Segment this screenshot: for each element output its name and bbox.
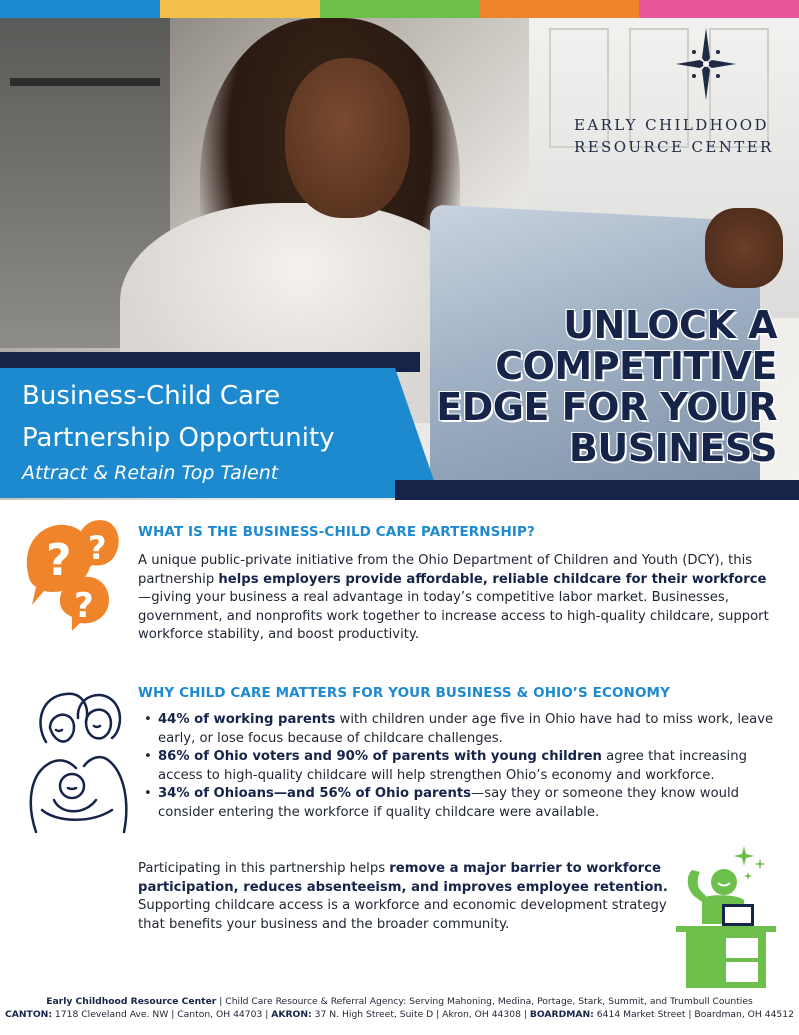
headline-line-3: EDGE FOR YOUR: [436, 385, 777, 429]
stat-text: —say they or someone they know would consider entering the workforce if quality childcare were available.: [158, 786, 740, 820]
logo-line-2: RESOURCE CENTER: [574, 138, 774, 156]
section-what-is-text-a: A unique public-private initiative from the Ohio Department of Children and Youth (DCY), this partnership: [138, 553, 753, 587]
section-what-is-text-b: —giving your business a real advantage in today’s competitive labor market. Businesses, government, and nonprofits work together to increase access to high-quality childcare, support workforce stability, and boost productivity.: [138, 590, 769, 642]
section-why-matters: [138, 685, 778, 822]
stat-text: agree that increasing access to high-quality childcare will help strengthen Ohio’s economy and workforce.: [158, 749, 747, 783]
svg-text:?: ?: [74, 586, 94, 626]
color-segment-orange: [479, 0, 639, 18]
footer-line-1: [0, 995, 799, 1008]
list-item: [138, 748, 778, 785]
headline-line-4: BUSINESS: [568, 426, 777, 470]
question-bubbles-icon: [20, 513, 120, 631]
banner-subtitle: Attract & Retain Top Talent: [22, 462, 279, 484]
headline-line-2: COMPETITIVE: [495, 344, 777, 388]
section-closing: [138, 860, 683, 934]
brand-color-bar: [0, 0, 799, 18]
navy-strip: [395, 480, 799, 500]
banner-title: [22, 375, 422, 459]
headline-line-1: UNLOCK A: [563, 303, 777, 347]
closing-text-a: Participating in this partnership helps: [138, 861, 390, 876]
closing-body: [138, 860, 683, 934]
footer-akron-label: AKRON:: [271, 1009, 312, 1020]
svg-text:?: ?: [46, 535, 72, 586]
headline: [377, 305, 777, 469]
person-face: [285, 58, 410, 218]
person-hand: [705, 208, 783, 288]
list-item: [138, 711, 778, 748]
family-icon: [16, 682, 134, 842]
celebrating-worker-icon: [672, 842, 782, 992]
compass-star-icon: [674, 28, 738, 100]
stat-highlight: 34% of Ohioans—and 56% of Ohio parents: [158, 786, 472, 801]
color-segment-green: [320, 0, 480, 18]
section-what-is: [138, 524, 778, 645]
organization-logo: [574, 28, 784, 158]
footer-canton-label: CANTON:: [5, 1009, 52, 1020]
section-why-matters-title: WHY CHILD CARE MATTERS FOR YOUR BUSINESS & OHIO’S ECONOMY: [138, 685, 670, 701]
banner-title-line-2: Partnership Opportunity: [22, 423, 335, 453]
stat-highlight: 86% of Ohio voters and 90% of parents with young children: [158, 749, 602, 764]
color-segment-pink: [639, 0, 799, 18]
footer-canton-address: 1718 Cleveland Ave. NW | Canton, OH 44703 |: [52, 1009, 272, 1020]
footer: [0, 995, 799, 1021]
logo-wordmark: [574, 114, 784, 158]
color-segment-blue: [0, 0, 160, 18]
closing-text-b: Supporting childcare access is a workforce and economic development strategy that benefits your business and the broader community.: [138, 898, 667, 932]
stats-list: [138, 711, 778, 822]
section-what-is-body: [138, 552, 778, 645]
footer-org-name: Early Childhood Resource Center: [46, 996, 217, 1007]
closing-text-bold: remove a major barrier to workforce participation, reduces absenteeism, and improves employee retention.: [138, 861, 668, 895]
banner-title-line-1: Business-Child Care: [22, 381, 281, 411]
color-segment-yellow: [160, 0, 320, 18]
footer-boardman-label: BOARDMAN:: [529, 1009, 594, 1020]
section-what-is-title: WHAT IS THE BUSINESS-CHILD CARE PARTERNSHIP?: [138, 524, 535, 540]
stat-text: with children under age five in Ohio have had to miss work, leave early, or lose focus because of childcare challenges.: [158, 712, 774, 746]
footer-org-description: | Child Care Resource & Referral Agency: Serving Mahoning, Medina, Portage, Stark, Summit, and Trumbull Counties: [216, 996, 753, 1007]
logo-line-1: EARLY CHILDHOOD: [574, 116, 769, 134]
svg-text:?: ?: [88, 529, 107, 567]
footer-boardman-address: 6414 Market Street | Boardman, OH 44512: [593, 1009, 794, 1020]
stat-highlight: 44% of working parents: [158, 712, 336, 727]
footer-line-2: [0, 1008, 799, 1021]
footer-akron-address: 37 N. High Street, Suite D | Akron, OH 44308 |: [311, 1009, 530, 1020]
list-item: [138, 785, 778, 822]
section-what-is-text-bold: helps employers provide affordable, reliable childcare for their workforce: [218, 571, 767, 587]
